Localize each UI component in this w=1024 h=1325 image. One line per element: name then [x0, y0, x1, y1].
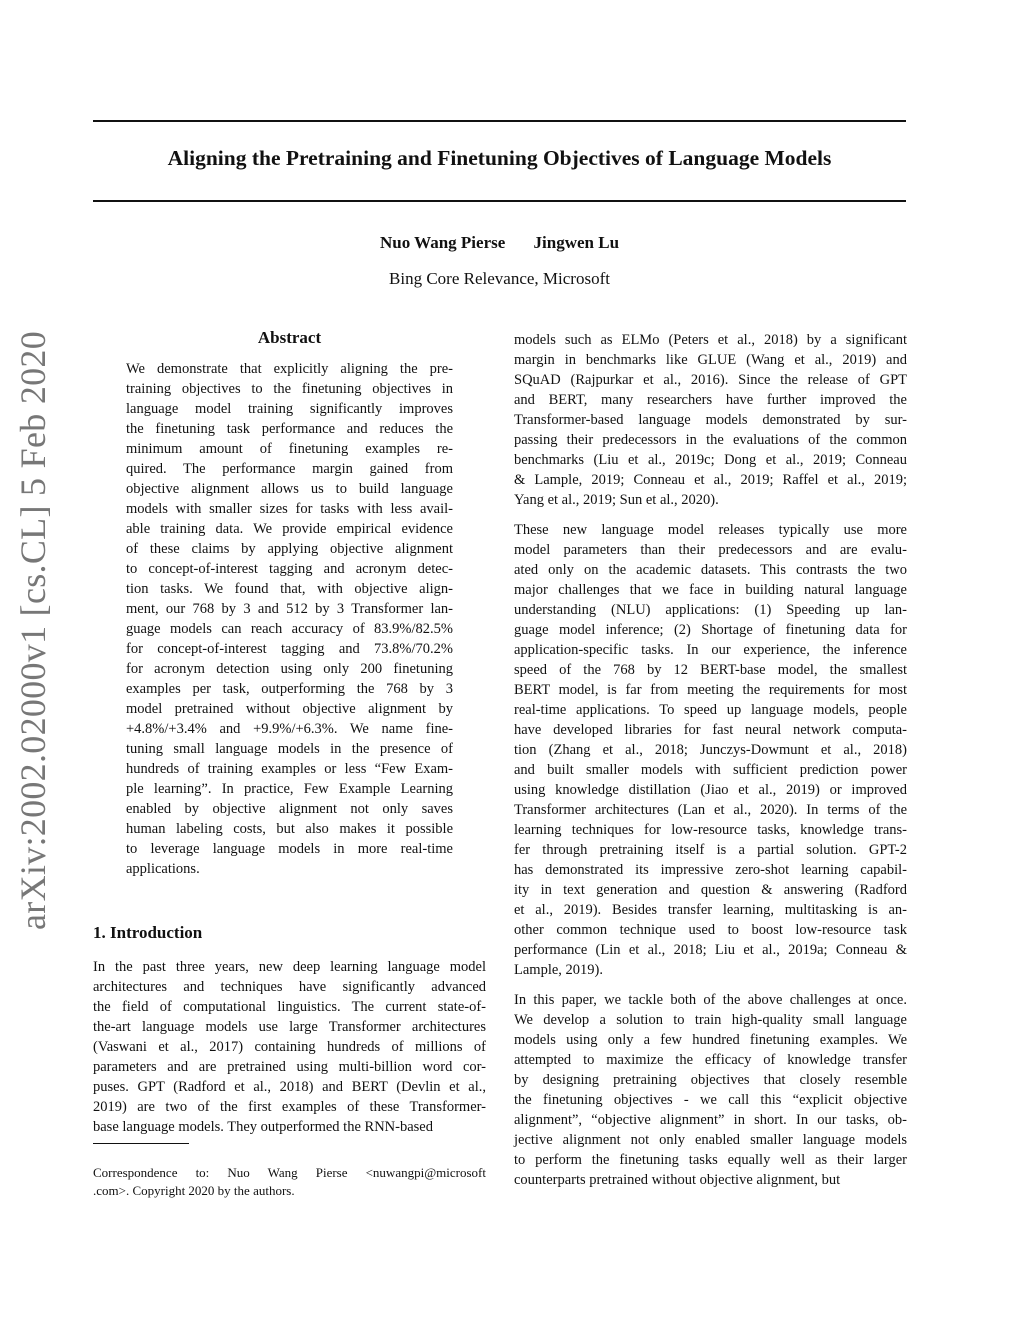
text-line: In this paper, we tackle both of the above challenges at once.: [514, 992, 907, 1008]
footnote-divider: [93, 1143, 189, 1144]
abstract-heading: Abstract: [257, 328, 322, 347]
text-line: human labeling costs, but also makes it possible: [126, 821, 453, 837]
text-line: major challenges that we face in building natural language: [514, 582, 907, 598]
text-line: ment, our 768 by 3 and 512 by 3 Transformer lan-: [126, 601, 453, 617]
text-line: training objectives to the finetuning objectives in: [126, 381, 453, 397]
text-line: 2019) are two of the first examples of these Transformer-: [93, 1099, 486, 1115]
text-line: speed of the 768 by 12 BERT-base model, the smallest: [514, 662, 907, 678]
text-line: alignment”, “objective alignment” in short. In our tasks, ob-: [514, 1112, 907, 1128]
text-line: quired. The performance margin gained from: [126, 461, 453, 477]
text-line: other common technique used to boost low-resource task: [514, 922, 907, 938]
text-line: models with smaller sizes for tasks with less avail-: [126, 501, 453, 517]
text-line: We develop a solution to train high-quality small language: [514, 1012, 907, 1028]
text-line: In the past three years, new deep learning language model: [93, 959, 486, 975]
text-line: tuning small language models in the presence of: [126, 741, 453, 757]
text-line: (Vaswani et al., 2017) containing hundreds of millions of: [93, 1039, 486, 1055]
arxiv-identifier-stamp: arXiv:2002.02000v1 [cs.CL] 5 Feb 2020: [13, 330, 53, 930]
right-column-paragraph-3: [514, 990, 907, 1190]
text-line: ated only on the academic datasets. This contrasts the two: [514, 562, 907, 578]
text-line: tion tasks. We found that, with objective align-: [126, 581, 453, 597]
text-line: SQuAD (Rajpurkar et al., 2016). Since the release of GPT: [514, 372, 907, 388]
section-heading-introduction: 1. Introduction: [93, 923, 203, 942]
text-line: BERT model, is far from meeting the requirements for most: [514, 682, 907, 698]
text-line: to leverage language models in more real-time: [126, 841, 453, 857]
text-line: model pretrained without objective alignment by: [126, 701, 453, 717]
text-line: hundreds of training examples or less “Few Exam-: [126, 761, 453, 777]
text-line: base language models. They outperformed the RNN-based: [93, 1119, 433, 1135]
text-line: the finetuning objectives - we call this “explicit objective: [514, 1092, 907, 1108]
text-line: have developed libraries for fast neural network computa-: [514, 722, 907, 738]
text-line: and BERT, many researchers have further improved the: [514, 392, 907, 408]
introduction-body: [93, 957, 486, 1137]
text-line: model parameters than their predecessors and are evalu-: [514, 542, 907, 558]
text-line: fer through pretraining itself is a partial solution. GPT-2: [514, 842, 907, 858]
text-line: objective alignment allows us to build language: [126, 481, 453, 497]
text-line: has demonstrated its impressive zero-shot learning capabil-: [514, 862, 907, 878]
text-line: using knowledge distillation (Jiao et al., 2019) or improved: [514, 782, 907, 798]
text-line: ity in text generation and question & answering (Radford: [514, 882, 907, 898]
right-column-paragraph-1: [514, 330, 907, 510]
text-line: performance (Lin et al., 2018; Liu et al., 2019a; Conneau &: [514, 942, 907, 958]
text-line: the field of computational linguistics. The current state-of-: [93, 999, 486, 1015]
text-line: We demonstrate that explicitly aligning the pre-: [126, 361, 453, 377]
text-line: models using only a few hundred finetuning examples. We: [514, 1032, 907, 1048]
text-line: puses. GPT (Radford et al., 2018) and BERT (Devlin et al.,: [93, 1079, 486, 1095]
text-line: Yang et al., 2019; Sun et al., 2020).: [514, 492, 719, 508]
text-line: to perform the finetuning tasks equally well as their larger: [514, 1152, 907, 1168]
text-line: for concept-of-interest tagging and 73.8%/70.2%: [126, 641, 453, 657]
text-line: able training data. We provide empirical evidence: [126, 521, 453, 537]
text-line: applications.: [126, 861, 200, 877]
text-line: ple learning”. In practice, Few Example Learning: [126, 781, 453, 797]
text-line: real-time applications. To speed up language models, people: [514, 702, 907, 718]
text-line: enabled by objective alignment not only saves: [126, 801, 453, 817]
text-line: application-specific tasks. In our experience, the inference: [514, 642, 907, 658]
text-line: guage models can reach accuracy of 83.9%/82.5%: [126, 621, 453, 637]
text-line: language model training significantly improves: [126, 401, 453, 417]
author-affiliation: Bing Core Relevance, Microsoft: [389, 269, 610, 288]
text-line: passing their predecessors in the evaluations of the common: [514, 432, 907, 448]
text-line: the-art language models use large Transformer architectures: [93, 1019, 486, 1035]
text-line: learning techniques for low-resource tasks, knowledge trans-: [514, 822, 907, 838]
text-line: attempted to maximize the efficacy of knowledge transfer: [514, 1052, 907, 1068]
text-line: minimum amount of finetuning examples re-: [126, 441, 453, 457]
text-line: the finetuning task performance and reduces the: [126, 421, 453, 437]
text-line: Lample, 2019).: [514, 962, 603, 978]
title-rule-top: [93, 120, 906, 122]
author-name: Jingwen Lu: [533, 233, 620, 252]
text-line: +4.8%/+3.4% and +9.9%/+6.3%. We name fine-: [126, 721, 453, 737]
text-line: tion (Zhang et al., 2018; Junczys-Dowmunt et al., 2018): [514, 742, 907, 758]
text-line: of these claims by applying objective alignment: [126, 541, 453, 557]
text-line: understanding (NLU) applications: (1) Speeding up lan-: [514, 602, 907, 618]
text-line: & Lample, 2019; Conneau et al., 2019; Raffel et al., 2019;: [514, 472, 907, 488]
text-line: parameters and are pretrained using multi-billion word cor-: [93, 1059, 486, 1075]
text-line: counterparts pretrained without objective alignment, but: [514, 1172, 841, 1188]
text-line: Transformer architectures (Lan et al., 2020). In terms of the: [514, 802, 907, 818]
correspondence-footnote: [93, 1164, 486, 1200]
title-rule-bottom: [93, 200, 906, 202]
text-line: margin in benchmarks like GLUE (Wang et al., 2019) and: [514, 352, 907, 368]
text-line: .com>. Copyright 2020 by the authors.: [93, 1183, 295, 1198]
abstract-body: [126, 359, 453, 879]
text-line: examples per task, outperforming the 768 by 3: [126, 681, 453, 697]
text-line: models such as ELMo (Peters et al., 2018) by a significant: [514, 332, 907, 348]
paper-title: Aligning the Pretraining and Finetuning Objectives of Language Models: [167, 146, 832, 170]
text-line: by designing pretraining objectives that closely resemble: [514, 1072, 907, 1088]
text-line: for acronym detection using only 200 finetuning: [126, 661, 453, 677]
text-line: These new language model releases typically use more: [514, 522, 907, 538]
author-name: Nuo Wang Pierse: [379, 233, 506, 252]
right-column-paragraph-2: [514, 520, 907, 980]
author-list: [93, 233, 906, 253]
text-line: Transformer-based language models demonstrated by sur-: [514, 412, 907, 428]
text-line: et al., 2019). Besides transfer learning, multitasking is an-: [514, 902, 907, 918]
text-line: jective alignment not only enabled smaller language models: [514, 1132, 907, 1148]
text-line: guage model inference; (2) Shortage of finetuning data for: [514, 622, 907, 638]
text-line: Correspondence to: Nuo Wang Pierse <nuwangpi@microsoft: [93, 1165, 486, 1180]
text-line: architectures and techniques have significantly advanced: [93, 979, 486, 995]
text-line: to concept-of-interest tagging and acronym detec-: [126, 561, 453, 577]
text-line: and built smaller models with sufficient prediction power: [514, 762, 907, 778]
text-line: benchmarks (Liu et al., 2019c; Dong et al., 2019; Conneau: [514, 452, 907, 468]
